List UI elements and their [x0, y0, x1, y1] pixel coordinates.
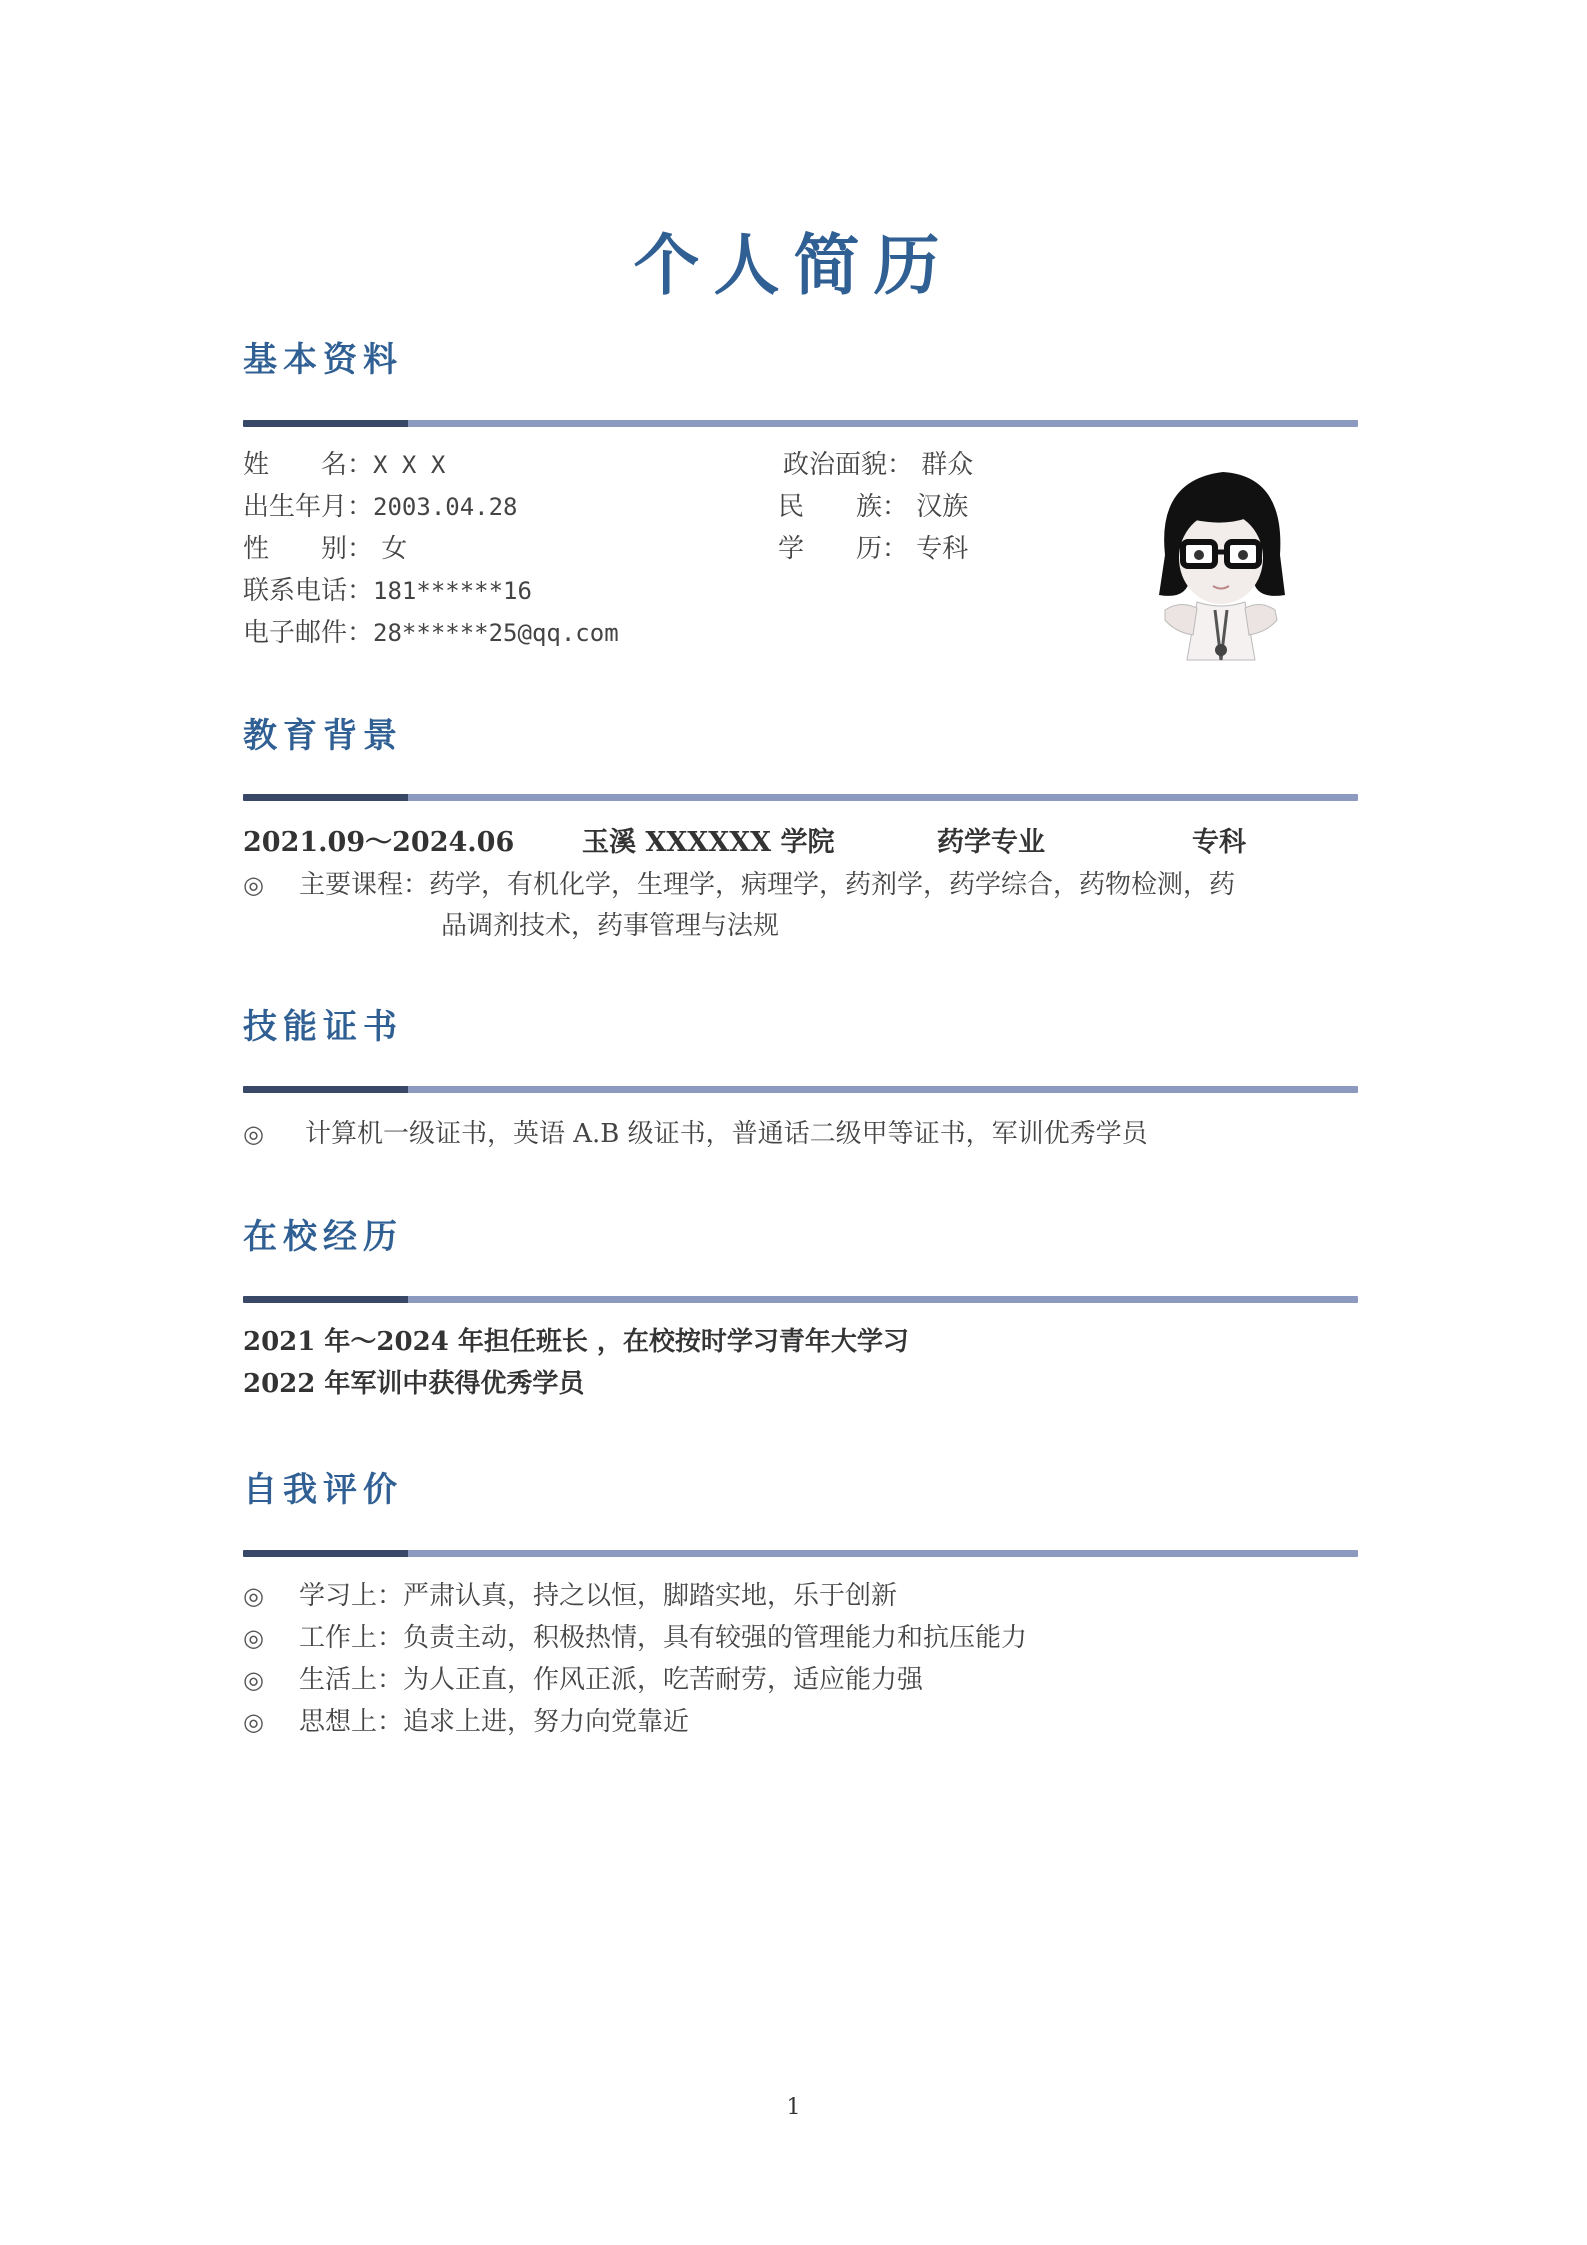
- name-value: X X X: [373, 451, 446, 479]
- section-campus: [243, 1217, 1358, 1257]
- courses-text-1: 药学，有机化学，生理学，病理学，药剂学，药学综合，药物检测，药: [429, 870, 1236, 900]
- self-item: 工作上：负责主动，积极热情，具有较强的管理能力和抗压能力: [299, 1623, 1028, 1653]
- basic-birth: [243, 487, 518, 527]
- skills-text: 计算机一级证书，英语 A.B 级证书，普通话二级甲等证书，军训优秀学员: [305, 1119, 1148, 1149]
- bullet-icon: ◎: [243, 1582, 264, 1610]
- bullet-icon: ◎: [243, 871, 264, 899]
- phone-label: 联系电话：: [243, 576, 374, 606]
- section-heading-skills: 技能证书: [243, 1007, 403, 1047]
- basic-political: [783, 445, 973, 485]
- section-divider: [243, 420, 1358, 427]
- courses-line-2: 品调剂技术，药事管理与法规: [441, 911, 780, 941]
- name-label: 姓 名：: [243, 450, 374, 480]
- section-education: [243, 716, 1358, 756]
- basic-email: [243, 613, 619, 653]
- basic-phone: [243, 571, 532, 611]
- gender-label: 性 别：: [243, 534, 374, 564]
- section-divider: [243, 794, 1358, 801]
- education-school: 玉溪 XXXXXX 学院: [582, 827, 835, 858]
- bullet-icon: ◎: [243, 1120, 264, 1148]
- basic-ethnicity: [778, 487, 968, 527]
- courses-line-1: [299, 865, 1235, 905]
- bullet-icon: ◎: [243, 1708, 264, 1736]
- section-self-evaluation: [243, 1470, 1358, 1510]
- self-item: 学习上：严肃认真，持之以恒，脚踏实地，乐于创新: [299, 1581, 898, 1611]
- self-item: 生活上：为人正直，作风正派，吃苦耐劳，适应能力强: [299, 1665, 924, 1695]
- bullet-icon: ◎: [243, 1624, 264, 1652]
- ethnicity-value: 汉族: [908, 492, 969, 522]
- courses-label: 主要课程：: [299, 870, 430, 900]
- resume-title: 个人简历: [633, 226, 954, 304]
- education-period: 2021.09～2024.06: [243, 827, 515, 858]
- campus-item: 2021 年～2024 年担任班长 ，在校按时学习青年大学习: [243, 1327, 909, 1357]
- education-degree: 专科: [1192, 827, 1246, 858]
- political-value: 群众: [913, 450, 974, 480]
- section-heading-self: 自我评价: [243, 1470, 403, 1510]
- birth-label: 出生年月：: [243, 492, 374, 522]
- gender-value: 女: [373, 534, 408, 564]
- education-level-label: 学 历：: [778, 534, 909, 564]
- section-skills: [243, 1007, 1358, 1047]
- ethnicity-label: 民 族：: [778, 492, 909, 522]
- basic-education-level: [778, 529, 968, 569]
- phone-value: 181******16: [373, 577, 532, 605]
- email-label: 电子邮件：: [243, 618, 374, 648]
- page-number: 1: [786, 2095, 801, 2120]
- profile-photo: [1135, 460, 1305, 670]
- section-divider: [243, 1550, 1358, 1557]
- basic-name: [243, 445, 445, 485]
- political-label: 政治面貌：: [783, 450, 914, 480]
- basic-gender: [243, 529, 407, 569]
- education-major: 药学专业: [937, 827, 1045, 858]
- education-level-value: 专科: [908, 534, 969, 564]
- section-heading-education: 教育背景: [243, 716, 403, 756]
- section-heading-campus: 在校经历: [243, 1217, 403, 1257]
- self-item: 思想上：追求上进，努力向党靠近: [299, 1707, 690, 1737]
- section-divider: [243, 1086, 1358, 1093]
- section-basic-info: [243, 340, 1358, 380]
- section-heading-basic: 基本资料: [243, 340, 403, 380]
- campus-item: 2022 年军训中获得优秀学员: [243, 1369, 585, 1399]
- section-divider: [243, 1296, 1358, 1303]
- email-value: 28******25@qq.com: [373, 619, 619, 647]
- bullet-icon: ◎: [243, 1666, 264, 1694]
- birth-value: 2003.04.28: [373, 493, 518, 521]
